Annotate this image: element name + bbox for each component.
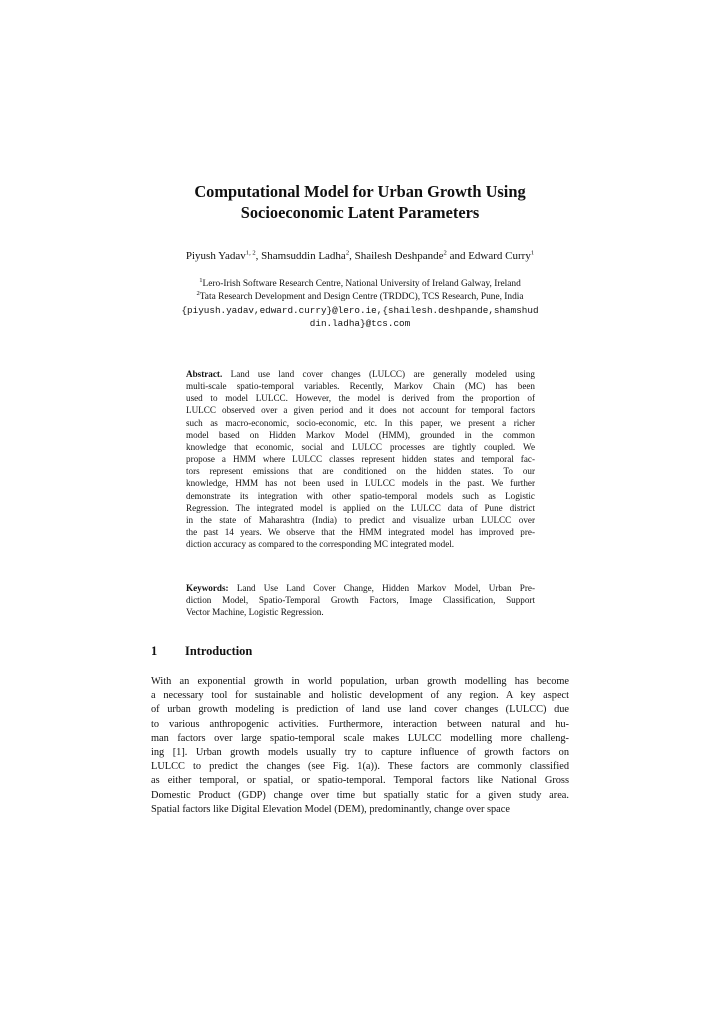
affiliation-text: Lero-Irish Software Research Centre, National University of Ireland Galway, Ireland bbox=[202, 279, 521, 289]
abstract-line: knowledge that economic, social and LULCC processes are tightly coupled. We bbox=[186, 441, 535, 452]
section-number: 1 bbox=[151, 644, 158, 658]
keywords-line bbox=[186, 582, 535, 594]
author-affil-mark: 1, 2 bbox=[245, 249, 256, 257]
body-line: LULCC to predict the changes (see Fig. 1(a)). These factors are commonly classified bbox=[151, 761, 569, 773]
body-line: of urban growth modeling is prediction of land use land cover changes (LULCC) due bbox=[151, 704, 569, 716]
abstract bbox=[186, 368, 535, 550]
body-line: man factors over large spatio-temporal scale makes LULCC modelling more challeng- bbox=[151, 732, 569, 744]
section-heading bbox=[151, 643, 571, 659]
body-line: a necessary tool for sustainable and holistic development of any region. A key aspect bbox=[151, 690, 569, 702]
body-line: as either temporal, or spatial, or spatio-temporal. Temporal factors like National Gross bbox=[151, 775, 569, 787]
affiliation bbox=[100, 278, 620, 291]
affiliation-mark: 1 bbox=[199, 276, 203, 284]
affiliation-mark: 2 bbox=[196, 289, 200, 297]
author-name: Shamsuddin Ladha bbox=[261, 250, 346, 262]
abstract-line: demonstrate its integration with other spatio-temporal models such as Logistic bbox=[186, 490, 535, 501]
abstract-line: propose a HMM where LULCC classes represent hidden states and temporal fac- bbox=[186, 454, 535, 465]
abstract-line: such as macro-economic, socio-economic, etc. In this paper, we present a richer bbox=[186, 417, 535, 428]
abstract-line: used to model LULCC. However, the model is derived from the proportion of bbox=[186, 393, 535, 404]
author-list bbox=[100, 249, 620, 263]
abstract-line: model based on Hidden Markov Model (HMM), grounded in the common bbox=[186, 429, 535, 440]
author-separator: , bbox=[255, 250, 262, 262]
abstract-line: knowledge, HMM has not been used in LULCC models in the past. We further bbox=[186, 478, 535, 489]
abstract-label: Abstract. bbox=[186, 369, 223, 379]
section-title: Introduction bbox=[185, 644, 253, 658]
author-affil-mark: 2 bbox=[443, 249, 447, 257]
body-line: Spatial factors like Digital Elevation Model (DEM), predominantly, change over space bbox=[151, 803, 510, 815]
abstract-line: multi-scale spatio-temporal variables. Recently, Markov Chain (MC) has been bbox=[186, 381, 535, 392]
title-line: Socioeconomic Latent Parameters bbox=[240, 203, 480, 222]
author-name: Shailesh Deshpande bbox=[354, 250, 444, 262]
abstract-text: Land use land cover changes (LULCC) are generally modeled using bbox=[222, 369, 535, 379]
keywords bbox=[186, 582, 535, 618]
body-line: Domestic Product (GDP) change over time but spatially static for a given study area. bbox=[151, 789, 569, 801]
abstract-line bbox=[186, 368, 535, 380]
email-addresses bbox=[100, 304, 620, 330]
body-line: to various anthropogenic activities. Furthermore, interaction between natural and hu- bbox=[151, 718, 569, 730]
keywords-line: Vector Machine, Logistic Regression. bbox=[186, 607, 324, 618]
author-affil-mark: 2 bbox=[345, 249, 350, 257]
keywords-line: diction Model, Spatio-Temporal Growth Factors, Image Classification, Support bbox=[186, 595, 535, 606]
affiliation-list bbox=[100, 278, 620, 303]
body-paragraph bbox=[151, 675, 569, 817]
email-line: {piyush.yadav,edward.curry}@lero.ie,{shailesh.deshpande,shamshud bbox=[181, 305, 539, 316]
abstract-line: in the state of Maharashtra (India) to predict and visualize urban LULCC over bbox=[186, 514, 535, 525]
author-separator: , bbox=[349, 250, 355, 262]
title-line: Computational Model for Urban Growth Using bbox=[194, 182, 526, 201]
author-affil-mark: 1 bbox=[530, 249, 535, 257]
affiliation bbox=[100, 291, 620, 304]
email-line: din.ladha}@tcs.com bbox=[309, 318, 411, 329]
author-name: Edward Curry bbox=[468, 250, 531, 262]
affiliation-text: Tata Research Development and Design Centre (TRDDC), TCS Research, Pune, India bbox=[199, 291, 524, 302]
abstract-line: the past 14 years. We observe that the HMM integrated model has improved pre- bbox=[186, 527, 535, 538]
paper-title bbox=[120, 181, 600, 223]
abstract-line: tors represent emissions that are conditioned on the hidden states. To our bbox=[186, 466, 535, 477]
abstract-line: LULCC observed over a given period and it does not account for temporal factors bbox=[186, 405, 535, 416]
author-separator: and bbox=[446, 250, 469, 262]
body-line: ing [1]. Urban growth models usually try to capture influence of growth factors on bbox=[151, 747, 569, 759]
keywords-label: Keywords: bbox=[186, 583, 229, 593]
abstract-line: diction accuracy as compared to the corresponding MC integrated model. bbox=[186, 539, 455, 550]
keywords-text: Land Use Land Cover Change, Hidden Markov Model, Urban Pre- bbox=[228, 583, 535, 593]
author-name: Piyush Yadav bbox=[185, 250, 246, 262]
body-line: With an exponential growth in world population, urban growth modelling has become bbox=[151, 676, 569, 687]
abstract-line: Regression. The integrated model is applied on the LULCC data of Pune district bbox=[186, 502, 535, 513]
